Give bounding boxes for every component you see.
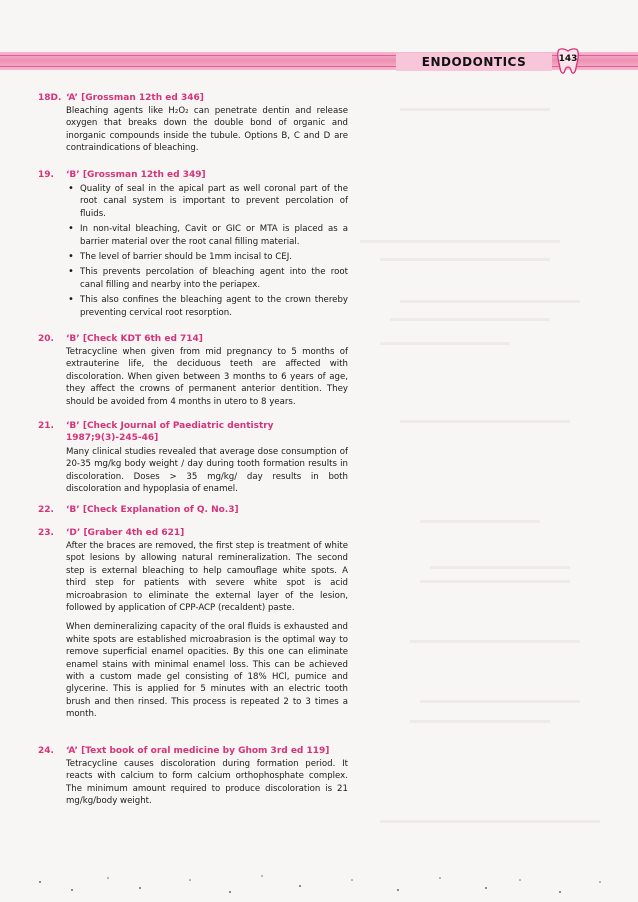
answer-reference: ‘D’ [Graber 4th ed 621] — [66, 528, 185, 538]
explanation — [66, 346, 348, 415]
chapter-title: ENDODONTICS — [396, 53, 552, 71]
answer-reference: ‘A’ [Text book of oral medicine by Ghom 3rd ed 119] — [66, 746, 330, 756]
explanation — [66, 446, 348, 503]
answer-reference: ‘B’ [Grossman 12th ed 349] — [66, 170, 206, 180]
explanation-paragraph: When demineralizing capacity of the oral fluids is exhausted and white spots are established microabrasion is the optimal way to remove superficial enamel opacities. By this one can eliminate enamel stains with minimal enamel loss. This can be achieved with a custom made gel consisting of 18% HCl, pumice and glycerine. This is applied for 5 minutes with an electric tooth brush and then rinsed. This process is repeated 2 to 3 times a month. — [66, 622, 348, 720]
bullet-item: • In non-vital bleaching, Cavit or GIC or MTA is placed as a barrier material over the root canal filling material. — [66, 223, 348, 248]
page-number: 143 — [558, 54, 578, 64]
question-number: 21. — [38, 421, 54, 431]
answer-reference: ‘A’ [Grossman 12th ed 346] — [66, 93, 204, 103]
answer-reference: ‘B’ [Check Journal of Paediatric dentistry 1987;9(3)-245-46] — [66, 421, 274, 444]
explanation-paragraph: Bleaching agents like H₂O₂ can penetrate dentin and release oxygen that breaks down the double bond of organic and inorganic compounds inside the tubule. Options B, C and D are contraindications of bleaching. — [66, 106, 348, 154]
explanation-paragraph: After the braces are removed, the first step is treatment of white spot lesions by allowing natural remineralization. The second step is external bleaching to help camouflage white spots. A third step for patients with severe white spot is acid microabrasion to eliminate the external layer of the lesion, followed by application of CPP-ACP (recaldent) paste. — [66, 541, 348, 614]
bullet-item: • This prevents percolation of bleaching agent into the root canal filling and nearby into the periapex. — [66, 266, 348, 291]
explanation — [66, 105, 348, 162]
answer-reference: ‘B’ [Check KDT 6th ed 714] — [66, 334, 203, 344]
explanation-paragraph: Tetracycline causes discoloration during formation period. It reacts with calcium to form calcium orthophosphate complex. The minimum amount required to produce discoloration is 21 mg/kg/body weight. — [66, 759, 348, 807]
explanation-paragraph: Many clinical studies revealed that average dose consumption of 20-35 mg/kg body weight / day during tooth formation results in discoloration. Doses > 35 mg/kg/ day results in both discoloration and hypoplasia of enamel. — [66, 447, 348, 495]
explanation — [66, 758, 348, 815]
question-number: 23. — [38, 528, 54, 538]
bullet-list — [66, 183, 348, 319]
explanation — [66, 540, 348, 728]
question-number: 22. — [38, 505, 54, 515]
scan-speckle — [0, 870, 638, 900]
answer-reference: ‘B’ [Check Explanation of Q. No.3] — [66, 505, 239, 515]
bullet-item: • Quality of seal in the apical part as well coronal part of the root canal system is important to prevent percolation of fluids. — [66, 183, 348, 220]
explanation-paragraph: Tetracycline when given from mid pregnancy to 5 months of extrauterine life, the deciduous teeth are affected with discoloration. When given between 3 months to 6 years of age, they affect the crowns of permanent anterior dentition. They should be avoided from 4 months in utero to 8 years. — [66, 347, 348, 407]
question-number: 24. — [38, 746, 54, 756]
explanation — [66, 183, 348, 322]
question-number: 18D. — [38, 93, 62, 103]
bullet-item: • The level of barrier should be 1mm incisal to CEJ. — [66, 251, 348, 263]
question-number: 20. — [38, 334, 54, 344]
bullet-item: • This also confines the bleaching agent to the crown thereby preventing cervical root resorption. — [66, 294, 348, 319]
question-number: 19. — [38, 170, 54, 180]
